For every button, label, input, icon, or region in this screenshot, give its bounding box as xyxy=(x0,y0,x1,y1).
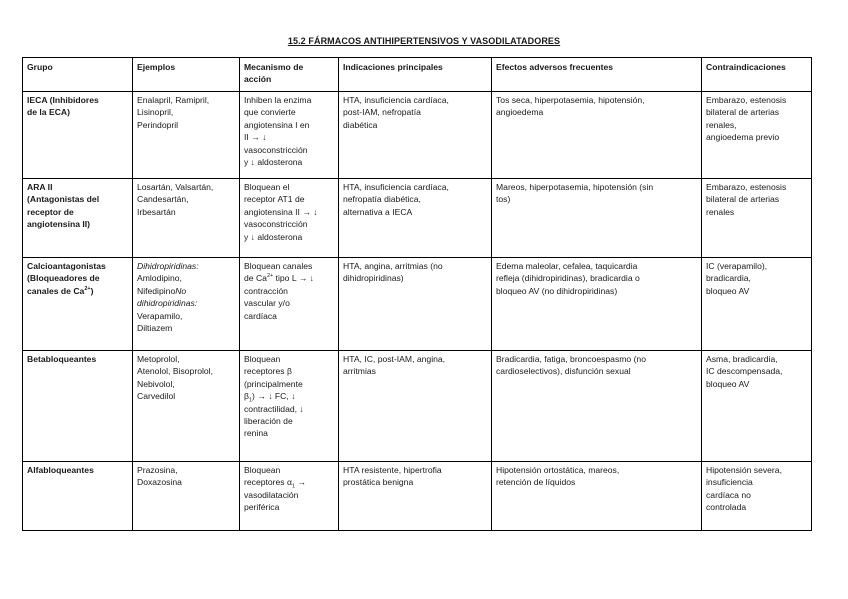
indications-line: diabética xyxy=(343,119,378,130)
mechanism-text: β xyxy=(244,391,249,402)
group-cell xyxy=(23,92,133,179)
mechanism-line: que convierte xyxy=(244,107,296,118)
mechanism-line xyxy=(244,476,335,491)
superscript: 2+ xyxy=(266,273,274,280)
table-header-row xyxy=(23,58,812,92)
examples-line: Irbesartán xyxy=(137,206,176,217)
examples-line: Carvedilol xyxy=(137,391,176,402)
contra-line: IC (verapamilo), xyxy=(706,261,768,271)
group-cell xyxy=(23,351,133,462)
effects-line: Edema maleolar, cefalea, taquicardia xyxy=(496,261,638,271)
header-mecanismo xyxy=(240,58,339,92)
mechanism-line: (principalmente xyxy=(244,378,303,389)
examples-line: Metoprolol, xyxy=(137,354,180,364)
effects-cell xyxy=(492,462,702,531)
contra-cell xyxy=(702,351,812,462)
indications-line: alternativa a IECA xyxy=(343,206,413,217)
contra-line: Hipotensión severa, xyxy=(706,465,782,475)
mechanism-line: angiotensina II → ↓ xyxy=(244,206,318,217)
group-line: Calcioantagonistas xyxy=(27,261,106,271)
group-line: de la ECA) xyxy=(27,107,70,118)
mechanism-line: II → ↓ xyxy=(244,132,267,143)
examples-cell xyxy=(133,462,240,531)
mechanism-line: Bloquean xyxy=(244,465,281,475)
mechanism-line: periférica xyxy=(244,502,280,513)
group-cell xyxy=(23,462,133,531)
group-line: angiotensina II) xyxy=(27,219,91,230)
header-mecanismo-line: Mecanismo de xyxy=(244,62,304,72)
header-efectos: Efectos adversos frecuentes xyxy=(492,58,702,92)
contra-line: bilateral de arterias xyxy=(706,194,780,205)
mechanism-line: vasodilatación xyxy=(244,489,299,500)
contra-line: controlada xyxy=(706,502,747,513)
examples-line: Atenolol, Bisoprolol, xyxy=(137,366,213,377)
indications-line: HTA, IC, post-IAM, angina, xyxy=(343,354,446,364)
group-cell xyxy=(23,258,133,351)
header-ejemplos: Ejemplos xyxy=(133,58,240,92)
drug-table xyxy=(22,57,812,531)
mechanism-text: receptores α xyxy=(244,477,292,488)
mechanism-line: vasoconstricción xyxy=(244,144,308,155)
indications-line: dihidropiridinas) xyxy=(343,273,404,284)
mechanism-line: Bloquean canales xyxy=(244,261,313,271)
contra-line: bradicardia, xyxy=(706,273,751,284)
contra-line: insuficiencia xyxy=(706,477,753,488)
group-line: Alfabloqueantes xyxy=(27,465,94,475)
mechanism-text: → xyxy=(295,477,307,488)
group-line: receptor de xyxy=(27,206,74,217)
mechanism-cell xyxy=(240,92,339,179)
effects-cell xyxy=(492,351,702,462)
examples-line: Verapamilo, xyxy=(137,310,183,321)
examples-subheading: Dihidropiridinas: xyxy=(137,261,199,271)
group-line: (Antagonistas del xyxy=(27,194,100,205)
effects-line: refleja (dihidropiridinas), bradicardia o xyxy=(496,273,640,284)
mechanism-line: vascular y/o xyxy=(244,298,290,309)
mechanism-line: Bloquean xyxy=(244,354,281,364)
mechanism-line: receptor AT1 de xyxy=(244,194,305,205)
mechanism-line: contracción xyxy=(244,285,288,296)
mechanism-line: vasoconstricción xyxy=(244,219,308,230)
table-row-ieca xyxy=(23,92,812,179)
contra-line: Asma, bradicardia, xyxy=(706,354,778,364)
mechanism-cell xyxy=(240,351,339,462)
mechanism-line xyxy=(244,390,335,402)
examples-line: Enalapril, Ramipril, xyxy=(137,95,210,105)
indications-cell xyxy=(339,179,492,258)
effects-cell xyxy=(492,92,702,179)
table-row-alfabloqueantes xyxy=(23,462,812,531)
examples-text: Nifedipino xyxy=(137,285,176,296)
indications-line: post-IAM, nefropatía xyxy=(343,107,421,118)
examples-line: Losartán, Valsartán, xyxy=(137,182,214,192)
contra-line: bilateral de arterias xyxy=(706,107,780,118)
examples-subheading: dihidropiridinas: xyxy=(137,298,198,309)
group-line: Betabloqueantes xyxy=(27,354,97,364)
mechanism-line: Inhiben la enzima xyxy=(244,95,312,105)
effects-line: Bradicardia, fatiga, broncoespasmo (no xyxy=(496,354,646,364)
header-contraindicaciones: Contraindicaciones xyxy=(702,58,812,92)
group-cell xyxy=(23,179,133,258)
mechanism-line: cardíaca xyxy=(244,310,277,321)
contra-line: IC descompensada, xyxy=(706,366,783,377)
examples-cell xyxy=(133,92,240,179)
mechanism-cell xyxy=(240,258,339,351)
examples-line: Diltiazem xyxy=(137,323,173,334)
group-line: IECA (Inhibidores xyxy=(27,95,99,105)
examples-line: Candesartán, xyxy=(137,194,189,205)
examples-line: Doxazosina xyxy=(137,477,182,488)
indications-cell xyxy=(339,462,492,531)
subscript: 1 xyxy=(248,397,253,404)
mechanism-line: y ↓ aldosterona xyxy=(244,231,303,242)
contra-cell xyxy=(702,258,812,351)
mechanism-line: contractilidad, ↓ xyxy=(244,403,304,414)
examples-cell xyxy=(133,258,240,351)
mechanism-text: de Ca xyxy=(244,273,267,284)
effects-cell xyxy=(492,179,702,258)
indications-cell xyxy=(339,351,492,462)
examples-line: Perindopril xyxy=(137,119,179,130)
mechanism-cell xyxy=(240,462,339,531)
mechanism-line: liberación de xyxy=(244,416,293,427)
page-title: 15.2 FÁRMACOS ANTIHIPERTENSIVOS Y VASODILATADORES xyxy=(287,36,561,46)
contra-line: bloqueo AV xyxy=(706,285,750,296)
mechanism-cell xyxy=(240,179,339,258)
group-line xyxy=(27,285,129,297)
table-row-ara-ii xyxy=(23,179,812,258)
contra-line: angioedema previo xyxy=(706,132,780,143)
mechanism-text: tipo L → ↓ xyxy=(273,273,314,284)
superscript: 2+ xyxy=(84,285,91,292)
contra-line: Embarazo, estenosis xyxy=(706,182,787,192)
mechanism-text: ) → ↓ FC, ↓ xyxy=(252,391,296,402)
indications-line: HTA, insuficiencia cardíaca, xyxy=(343,95,449,105)
group-text: canales de Ca xyxy=(27,285,85,296)
effects-line: tos) xyxy=(496,194,511,205)
mechanism-line: y ↓ aldosterona xyxy=(244,157,303,168)
effects-line: Hipotensión ortostática, mareos, xyxy=(496,465,620,475)
contra-cell xyxy=(702,462,812,531)
group-text: ) xyxy=(90,285,94,296)
effects-line: bloqueo AV (no dihidropiridinas) xyxy=(496,285,618,296)
header-indicaciones: Indicaciones principales xyxy=(339,58,492,92)
contra-line: renales xyxy=(706,206,735,217)
examples-cell xyxy=(133,351,240,462)
contra-line: Embarazo, estenosis xyxy=(706,95,787,105)
effects-line: retención de líquidos xyxy=(496,477,576,488)
mechanism-line: receptores β xyxy=(244,366,292,377)
effects-cell xyxy=(492,258,702,351)
effects-line: Mareos, hiperpotasemia, hipotensión (sin xyxy=(496,182,654,192)
effects-line: angioedema xyxy=(496,107,544,118)
mechanism-line: renina xyxy=(244,428,268,439)
examples-line: Nebivolol, xyxy=(137,378,175,389)
subscript: 1 xyxy=(291,484,296,491)
group-line: (Bloqueadores de xyxy=(27,273,100,284)
indications-cell xyxy=(339,92,492,179)
indications-line: HTA resistente, hipertrofia xyxy=(343,465,442,475)
effects-line: Tos seca, hiperpotasemia, hipotensión, xyxy=(496,95,645,105)
indications-line: prostática benigna xyxy=(343,477,414,488)
indications-line: nefropatía diabética, xyxy=(343,194,421,205)
examples-line: Amlodipino, xyxy=(137,273,182,284)
examples-line: Prazosina, xyxy=(137,465,178,475)
contra-cell xyxy=(702,179,812,258)
mechanism-line: angiotensina I en xyxy=(244,119,310,130)
table-row-betabloqueantes xyxy=(23,351,812,462)
header-mecanismo-line: acción xyxy=(244,74,272,85)
examples-line: Lisinopril, xyxy=(137,107,174,118)
indications-line: HTA, insuficiencia cardíaca, xyxy=(343,182,449,192)
examples-line xyxy=(137,285,236,297)
contra-line: bloqueo AV xyxy=(706,378,750,389)
mechanism-line xyxy=(244,272,335,284)
mechanism-line: Bloquean el xyxy=(244,182,290,192)
examples-cell xyxy=(133,179,240,258)
contra-cell xyxy=(702,92,812,179)
group-line: ARA II xyxy=(27,182,53,192)
contra-line: renales, xyxy=(706,119,737,130)
indications-line: arritmias xyxy=(343,366,376,377)
indications-cell xyxy=(339,258,492,351)
table-row-calcioantagonistas xyxy=(23,258,812,351)
contra-line: cardíaca no xyxy=(706,489,751,500)
effects-line: cardioselectivos), disfunción sexual xyxy=(496,366,631,377)
examples-subheading: No xyxy=(175,285,187,296)
header-grupo: Grupo xyxy=(23,58,133,92)
indications-line: HTA, angina, arritmias (no xyxy=(343,261,443,271)
